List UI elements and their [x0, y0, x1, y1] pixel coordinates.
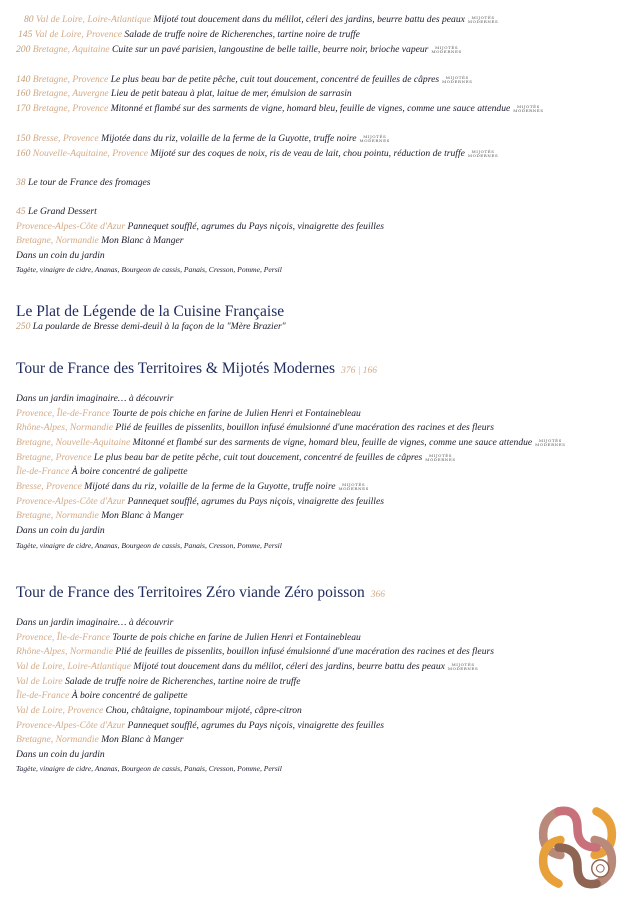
dish: Mijotée dans du riz, volaille de la ferme de la Guyotte, truffe noire	[101, 133, 357, 144]
mijotes-modernes-badge: MIJOTÉS MODERNES	[467, 148, 499, 158]
dish: Le tour de France des fromages	[28, 177, 151, 188]
origin: Provence-Alpes-Côte d'Azur	[16, 221, 126, 232]
menu-line	[16, 676, 300, 688]
price: 80	[24, 14, 34, 25]
dish: Pannequet soufflé, agrumes du Pays niçois, vinaigrette des feuilles	[127, 221, 384, 232]
mijotes-modernes-badge: MIJOTÉS MODERNES	[535, 437, 566, 447]
origin: Bretagne, Aquitaine	[32, 44, 110, 55]
menu-line	[16, 734, 184, 746]
dish: Tourte de pois chiche en farine de Julien Henri et Fontainebleau	[112, 632, 361, 643]
origin: Provence, Île-de-France	[16, 632, 110, 643]
menu-line	[16, 437, 566, 449]
menu1-title: Tour de France des Territoires & Mijotés Modernes	[16, 360, 336, 377]
mijotes-modernes-badge: MIJOTÉS MODERNES	[425, 452, 456, 462]
menu-line	[16, 88, 352, 100]
origin: Val de Loire, Loire-Atlantique	[36, 14, 151, 25]
dish: Dans un coin du jardin	[16, 525, 105, 536]
origin: Île-de-France	[16, 466, 70, 477]
menu-line	[16, 321, 286, 333]
price: 250	[16, 321, 31, 332]
origin: Rhône-Alpes, Normandie	[16, 422, 113, 433]
dish: Cuite sur un pavé parisien, langoustine de belle taille, beurre noir, brioche vapeur	[111, 44, 429, 55]
dish: Pannequet soufflé, agrumes du Pays niçois, vinaigrette des feuilles	[127, 496, 384, 507]
mijotes-modernes-badge: MIJOTÉS MODERNES	[513, 103, 544, 113]
menu-line	[24, 14, 498, 26]
mijotes-modernes-badge: MIJOTÉS MODERNES	[442, 74, 473, 84]
price: 38	[16, 177, 26, 188]
menu-line	[18, 29, 360, 41]
menu-line	[16, 103, 544, 115]
menu1-prices: 376 | 166	[341, 366, 377, 376]
dish: Le plus beau bar de petite pêche, cuit tout doucement, concentré de feuilles de câpres	[93, 452, 423, 463]
menu-line	[16, 720, 384, 732]
dish: Mijoté dans du riz, volaille de la ferme de la Guyotte, truffe noire	[84, 481, 336, 492]
menu-line	[16, 221, 384, 233]
mijotes-modernes-badge: MIJOTÉS MODERNES	[338, 481, 369, 491]
dish: Mon Blanc à Manger	[101, 510, 184, 521]
menu-line	[16, 510, 184, 522]
price: 140	[16, 74, 31, 85]
menu-line	[16, 705, 302, 717]
origin: Provence, Île-de-France	[16, 408, 110, 419]
menu-line	[16, 617, 173, 629]
origin: Provence-Alpes-Côte d'Azur	[16, 720, 126, 731]
dish: Pannequet soufflé, agrumes du Pays niçois, vinaigrette des feuilles	[127, 720, 384, 731]
origin: Bretagne, Auvergne	[32, 88, 109, 99]
price: 145	[18, 29, 33, 40]
menu-line	[16, 206, 97, 218]
price: 45	[16, 206, 26, 217]
menu-line	[16, 749, 105, 761]
dish: Tagète, vinaigre de cidre, Ananas, Bourgeon de cassis, Panais, Cresson, Pomme, Persil	[16, 541, 282, 550]
origin: Bretagne, Provence	[32, 74, 109, 85]
origin: Bretagne, Nouvelle-Aquitaine	[16, 437, 131, 448]
dish: Mitonné et flambé sur des sarments de vigne, homard bleu, feuille de vignes, comme une sauce attendue	[110, 103, 511, 114]
restaurant-logo-icon	[530, 800, 625, 895]
menu-line	[16, 148, 498, 160]
menu-line	[16, 763, 282, 775]
dish: La poularde de Bresse demi-deuil à la façon de la "Mère Brazier"	[32, 321, 286, 332]
origin: Val de Loire, Loire-Atlantique	[16, 661, 131, 672]
dish: Chou, châtaigne, topinambour mijoté, câpre-citron	[105, 705, 302, 716]
menu-line	[16, 393, 173, 405]
dish: Tagète, vinaigre de cidre, Ananas, Bourgeon de cassis, Panais, Cresson, Pomme, Persil	[16, 265, 282, 274]
price: 150	[16, 133, 31, 144]
dish: Tourte de pois chiche en farine de Julien Henri et Fontainebleau	[112, 408, 361, 419]
price: 200	[16, 44, 31, 55]
origin: Val de Loire, Provence	[34, 29, 123, 40]
origin: Bretagne, Normandie	[16, 734, 99, 745]
dish: Mijoté sur des coques de noix, ris de veau de lait, chou pointu, réduction de truffe	[150, 148, 465, 159]
mijotes-modernes-badge: MIJOTÉS MODERNES	[359, 133, 391, 143]
dish: Tagète, vinaigre de cidre, Ananas, Bourgeon de cassis, Panais, Cresson, Pomme, Persil	[16, 764, 282, 773]
menu-line	[16, 177, 150, 189]
origin: Rhône-Alpes, Normandie	[16, 646, 113, 657]
origin: Bretagne, Normandie	[16, 510, 99, 521]
dish: Dans un jardin imaginaire… à découvrir	[16, 393, 174, 404]
menu-line	[16, 496, 384, 508]
dish: À boire concentré de galipette	[71, 690, 188, 701]
menu2-prices: 366	[370, 590, 386, 600]
dish: Mon Blanc à Manger	[101, 734, 184, 745]
dish: Le plus beau bar de petite pêche, cuit tout doucement, concentré de feuilles de câpres	[110, 74, 440, 85]
mijotes-modernes-badge: MIJOTÉS MODERNES	[431, 44, 462, 54]
dish: Dans un coin du jardin	[16, 749, 105, 760]
menu-line	[16, 133, 390, 145]
dish: Salade de truffe noire de Richerenches, tartine noire de truffe	[64, 676, 301, 687]
section-title-legend: Le Plat de Légende de la Cuisine Française	[16, 303, 285, 320]
menu-line	[16, 422, 494, 434]
menu-line	[16, 235, 184, 247]
menu-line	[16, 632, 361, 644]
menu-line	[16, 540, 282, 552]
dish: Mijoté tout doucement dans du mélilot, céleri des jardins, beurre battu des peaux	[133, 661, 445, 672]
menu-line	[16, 264, 282, 276]
origin: Bretagne, Normandie	[16, 235, 99, 246]
price: 170	[16, 103, 31, 114]
dish: Dans un jardin imaginaire… à découvrir	[16, 617, 174, 628]
origin: Île-de-France	[16, 690, 70, 701]
menu-line	[16, 408, 361, 420]
price: 160	[16, 148, 31, 159]
origin: Bresse, Provence	[32, 133, 99, 144]
dish: Mitonné et flambé sur des sarments de vigne, homard bleu, feuille de vignes, comme une sauce attendue	[132, 437, 533, 448]
menu-line	[16, 661, 478, 673]
origin: Val de Loire, Provence	[16, 705, 104, 716]
dish: Plié de feuilles de pissenlits, bouillon infusé émulsionné d'une macération des racines et des fleurs	[115, 422, 494, 433]
dish: À boire concentré de galipette	[71, 466, 188, 477]
dish: Salade de truffe noire de Richerenches, tartine noire de truffe	[124, 29, 360, 40]
menu-line	[16, 44, 462, 56]
menu-line	[16, 466, 187, 478]
origin: Nouvelle-Aquitaine, Provence	[32, 148, 149, 159]
section-title-menu1	[16, 360, 377, 380]
dish: Lieu de petit bateau à plat, laitue de mer, émulsion de sarrasin	[111, 88, 352, 99]
dish: Plié de feuilles de pissenlits, bouillon infusé émulsionné d'une macération des racines et des fleurs	[115, 646, 494, 657]
dish: Dans un coin du jardin	[16, 250, 105, 261]
mijotes-modernes-badge: MIJOTÉS MODERNES	[447, 661, 479, 671]
mijotes-modernes-badge: MIJOTÉS MODERNES	[467, 14, 499, 24]
menu-line	[16, 481, 369, 493]
menu-line	[16, 250, 105, 262]
price: 160	[16, 88, 31, 99]
menu-line	[16, 525, 105, 537]
section-title-menu2	[16, 584, 385, 604]
origin: Provence-Alpes-Côte d'Azur	[16, 496, 126, 507]
menu-line	[16, 452, 456, 464]
menu-line	[16, 690, 187, 702]
menu-line	[16, 74, 473, 86]
origin: Bresse, Provence	[16, 481, 82, 492]
menu2-title: Tour de France des Territoires Zéro viande Zéro poisson	[16, 584, 365, 601]
origin: Val de Loire	[16, 676, 63, 687]
dish: Mijoté tout doucement dans du mélilot, céleri des jardins, beurre battu des peaux	[153, 14, 465, 25]
dish: Le Grand Dessert	[28, 206, 97, 217]
origin: Bretagne, Provence	[32, 103, 109, 114]
dish: Mon Blanc à Manger	[101, 235, 184, 246]
menu-line	[16, 646, 494, 658]
origin: Bretagne, Provence	[16, 452, 92, 463]
